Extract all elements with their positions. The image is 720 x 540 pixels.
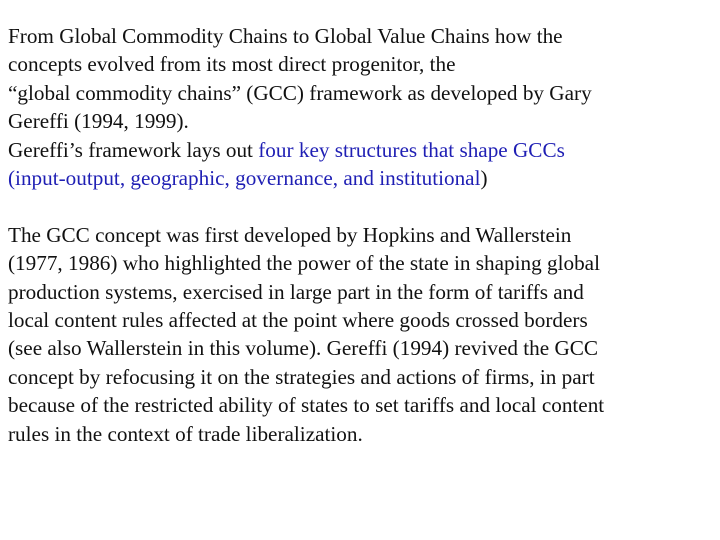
- text-line: From Global Commodity Chains to Global Value Chains how the: [8, 24, 563, 48]
- text-segment: ): [480, 166, 488, 191]
- text-line: rules in the context of trade liberalization.: [8, 421, 363, 446]
- text-line: [8, 164, 708, 192]
- text-line: “global commodity chains” (GCC) framework as developed by Gary: [8, 80, 592, 105]
- text-line: production systems, exercised in large part in the form of tariffs and: [8, 279, 584, 304]
- text-segment: Gereffi’s framework lays out: [8, 137, 259, 162]
- text-line: (1977, 1986) who highlighted the power of the state in shaping global: [8, 251, 600, 276]
- highlighted-text: four key structures that shape GCCs: [258, 137, 565, 162]
- paragraph-spacer: [8, 192, 708, 220]
- paragraph-gcc-origins: [8, 22, 708, 192]
- highlighted-text: (input-output, geographic, governance, and institutional: [8, 166, 481, 191]
- paragraph-gcc-concept: [8, 221, 708, 448]
- text-line: because of the restricted ability of states to set tariffs and local content: [8, 393, 605, 418]
- text-line: (see also Wallerstein in this volume). Gereffi (1994) revived the GCC: [8, 336, 599, 361]
- text-line: Gereffi (1994, 1999).: [8, 109, 189, 134]
- text-line: local content rules affected at the point where goods crossed borders: [8, 308, 588, 333]
- text-line: [8, 136, 708, 164]
- text-line: concepts evolved from its most direct progenitor, the: [8, 52, 456, 77]
- slide-body: [8, 22, 708, 448]
- text-line: concept by refocusing it on the strategies and actions of firms, in part: [8, 364, 595, 389]
- text-line: The GCC concept was first developed by Hopkins and Wallerstein: [8, 222, 572, 247]
